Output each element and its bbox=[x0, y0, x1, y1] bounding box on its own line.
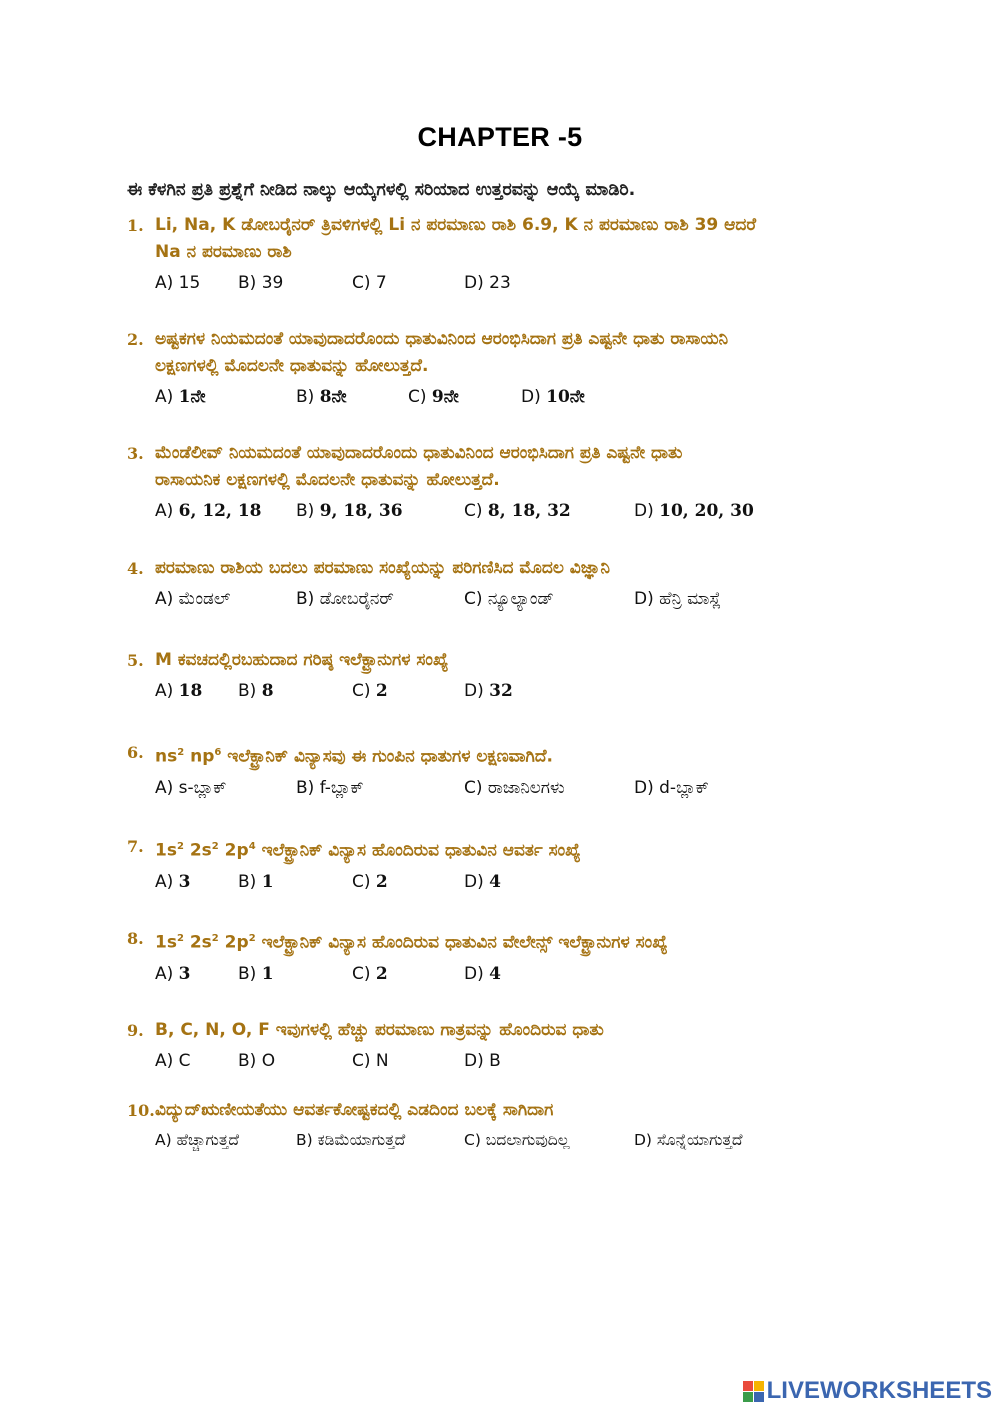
question-5 bbox=[127, 647, 897, 707]
option-d[interactable]: D) 10, 20, 30 bbox=[634, 501, 754, 521]
question-6 bbox=[127, 739, 897, 804]
option-c[interactable]: C) 2 bbox=[352, 871, 388, 892]
question-text: $1s^2$ $2s^2$ $2p^2$ ಇಲೆಕ್ಟ್ರಾನಿಕ್ ವಿನ್ಯಾಸ ಹೊಂದಿರುವ ಧಾತುವಿನ ವೇಲೇನ್ಸ್ ಇಲೆಕ್ಟ್ರಾನುಗಳ ಸಂಖ್ಯೆ bbox=[155, 932, 668, 953]
option-c[interactable]: C) 9ನೇ bbox=[408, 387, 459, 407]
question-number: 8. bbox=[127, 929, 144, 948]
options bbox=[127, 1051, 897, 1077]
option-d[interactable]: D) 10ನೇ bbox=[521, 387, 585, 407]
option-d[interactable]: D) B bbox=[464, 1051, 501, 1071]
option-b[interactable]: B) ಡೋಬರೈನರ್ bbox=[296, 589, 394, 609]
page-title: CHAPTER -5 bbox=[417, 122, 583, 152]
options bbox=[127, 964, 897, 990]
logo-icon bbox=[743, 1381, 764, 1402]
option-a[interactable]: A) 6, 12, 18 bbox=[155, 501, 262, 521]
question-1 bbox=[127, 212, 897, 299]
option-b[interactable]: B) 8 bbox=[238, 681, 274, 701]
question-number: 3. bbox=[127, 444, 144, 463]
option-c[interactable]: C) 8, 18, 32 bbox=[464, 501, 571, 521]
question-text-continued: ಲಕ್ಷಣಗಳಲ್ಲಿ ಮೊದಲನೇ ಧಾತುವನ್ನು ಹೋಲುತ್ತದೆ. bbox=[155, 356, 429, 376]
question-text: M ಕವಚದಲ್ಲಿರಬಹುದಾದ ಗರಿಷ್ಠ ಇಲೆಕ್ಟ್ರಾನುಗಳ ಸಂಖ್ಯೆ bbox=[155, 650, 449, 670]
question-number: 6. bbox=[127, 743, 144, 762]
logo-square bbox=[743, 1381, 753, 1391]
option-c[interactable]: C) 2 bbox=[352, 681, 388, 701]
logo-square bbox=[754, 1392, 764, 1402]
question-7 bbox=[127, 833, 897, 898]
options bbox=[127, 387, 897, 413]
option-b[interactable]: B) 1 bbox=[238, 871, 274, 892]
option-a[interactable]: A) 3 bbox=[155, 871, 191, 892]
option-b[interactable]: B) f-ಬ್ಲಾಕ್ bbox=[296, 777, 364, 798]
options bbox=[127, 1131, 897, 1157]
option-b[interactable]: B) ಕಡಿಮೆಯಾಗುತ್ತದೆ bbox=[296, 1131, 406, 1149]
question-text-continued: ರಾಸಾಯನಿಕ ಲಕ್ಷಣಗಳಲ್ಲಿ ಮೊದಲನೇ ಧಾತುವನ್ನು ಹೋಲುತ್ತದೆ. bbox=[155, 470, 500, 490]
option-d[interactable]: D) ಸೊನ್ನೆಯಾಗುತ್ತದೆ bbox=[634, 1131, 743, 1149]
question-text: Li, Na, K ಡೋಬರೈನರ್ ತ್ರಿವಳಿಗಳಲ್ಲಿ Li ನ ಪರಮಾಣು ರಾಶಿ 6.9, K ನ ಪರಮಾಣು ರಾಶಿ 39 ಆದರೆ bbox=[155, 215, 757, 235]
options bbox=[127, 501, 897, 527]
question-number: 2. bbox=[127, 330, 144, 349]
option-a[interactable]: A) s-ಬ್ಲಾಕ್ bbox=[155, 777, 227, 798]
option-a[interactable]: A) ಮೆಂಡಲ್ bbox=[155, 589, 231, 609]
option-d[interactable]: D) 23 bbox=[464, 273, 511, 293]
options bbox=[127, 273, 897, 299]
question-2 bbox=[127, 326, 897, 413]
question-number: 4. bbox=[127, 559, 144, 578]
option-c[interactable]: C) ನ್ಯೂಲ್ಯಾಂಡ್ bbox=[464, 589, 554, 609]
logo-square bbox=[754, 1381, 764, 1391]
option-d[interactable]: D) 32 bbox=[464, 681, 513, 701]
option-d[interactable]: D) 4 bbox=[464, 871, 501, 892]
option-c[interactable]: C) ಬದಲಾಗುವುದಿಲ್ಲ bbox=[464, 1131, 570, 1149]
option-b[interactable]: B) 1 bbox=[238, 963, 274, 984]
option-b[interactable]: B) 39 bbox=[238, 273, 284, 293]
question-text: ಮೆಂಡೆಲೀವ್ ನಿಯಮದಂತೆ ಯಾವುದಾದರೊಂದು ಧಾತುವಿನಿಂದ ಆರಂಭಿಸಿದಾಗ ಪ್ರತಿ ಎಷ್ಟನೇ ಧಾತು bbox=[155, 443, 683, 463]
option-b[interactable]: B) O bbox=[238, 1051, 276, 1071]
option-a[interactable]: A) 1ನೇ bbox=[155, 387, 206, 407]
question-text: $1s^2$ $2s^2$ $2p^4$ ಇಲೆಕ್ಟ್ರಾನಿಕ್ ವಿನ್ಯಾಸ ಹೊಂದಿರುವ ಧಾತುವಿನ ಆವರ್ತ ಸಂಖ್ಯೆ bbox=[155, 840, 581, 861]
option-d[interactable]: D) ಹೆನ್ರಿ ಮಾಸ್ಲೆ bbox=[634, 589, 722, 609]
question-9 bbox=[127, 1017, 897, 1077]
question-text: ಅಷ್ಟಕಗಳ ನಿಯಮದಂತೆ ಯಾವುದಾದರೊಂದು ಧಾತುವಿನಿಂದ ಆರಂಭಿಸಿದಾಗ ಪ್ರತಿ ಎಷ್ಟನೇ ಧಾತು ರಾಸಾಯನಿ bbox=[155, 329, 729, 349]
question-text: ವಿದ್ಯುದ್ಋಣೀಯತೆಯು ಆವರ್ತಕೋಷ್ಟಕದಲ್ಲಿ ಎಡದಿಂದ ಬಲಕ್ಕೆ ಸಾಗಿದಾಗ bbox=[155, 1100, 554, 1120]
question-text: B, C, N, O, F ಇವುಗಳಲ್ಲಿ ಹೆಚ್ಚು ಪರಮಾಣು ಗಾತ್ರವನ್ನು ಹೊಂದಿರುವ ಧಾತು bbox=[155, 1020, 604, 1040]
question-text-continued: Na ನ ಪರಮಾಣು ರಾಶಿ bbox=[155, 242, 292, 262]
question-number: 9. bbox=[127, 1021, 144, 1040]
logo-square bbox=[743, 1392, 753, 1402]
options bbox=[127, 681, 897, 707]
instructions: ಈ ಕೆಳಗಿನ ಪ್ರತಿ ಪ್ರಶ್ನೆಗೆ ನೀಡಿದ ನಾಲ್ಕು ಆಯ್ಕೆಗಳಲ್ಲಿ ಸರಿಯಾದ ಉತ್ತರವನ್ನು ಆಯ್ಕೆ ಮಾಡಿರಿ. bbox=[127, 180, 636, 200]
options bbox=[127, 872, 897, 898]
options bbox=[127, 778, 897, 804]
option-a[interactable]: A) ಹೆಚ್ಚಾಗುತ್ತದೆ bbox=[155, 1131, 240, 1149]
option-c[interactable]: C) 7 bbox=[352, 273, 387, 293]
option-c[interactable]: C) ರಾಜಾನಿಲಗಳು bbox=[464, 777, 565, 798]
question-3 bbox=[127, 440, 897, 527]
option-d[interactable]: D) 4 bbox=[464, 963, 501, 984]
question-4 bbox=[127, 555, 897, 615]
option-b[interactable]: B) 8ನೇ bbox=[296, 387, 347, 407]
question-8 bbox=[127, 925, 897, 990]
question-number: 10. bbox=[127, 1101, 155, 1120]
option-c[interactable]: C) N bbox=[352, 1051, 389, 1071]
option-a[interactable]: A) 15 bbox=[155, 273, 201, 293]
option-a[interactable]: A) C bbox=[155, 1051, 191, 1071]
question-number: 1. bbox=[127, 216, 144, 235]
question-text: ಪರಮಾಣು ರಾಶಿಯ ಬದಲು ಪರಮಾಣು ಸಂಖ್ಯೆಯನ್ನು ಪರಿಗಣಿಸಿದ ಮೊದಲ ವಿಜ್ಞಾನಿ bbox=[155, 558, 610, 578]
liveworksheets-logo[interactable] bbox=[743, 1377, 992, 1405]
option-a[interactable]: A) 3 bbox=[155, 963, 191, 984]
question-text: $ns^2$ $np^6$ ಇಲೆಕ್ಟ್ರಾನಿಕ್ ವಿನ್ಯಾಸವು ಈ ಗುಂಪಿನ ಧಾತುಗಳ ಲಕ್ಷಣವಾಗಿದೆ. bbox=[155, 746, 553, 767]
question-10 bbox=[127, 1097, 897, 1157]
question-number: 7. bbox=[127, 837, 144, 856]
option-d[interactable]: D) d-ಬ್ಲಾಕ್ bbox=[634, 777, 709, 798]
option-c[interactable]: C) 2 bbox=[352, 963, 388, 984]
options bbox=[127, 589, 897, 615]
option-b[interactable]: B) 9, 18, 36 bbox=[296, 501, 403, 521]
logo-text: LIVEWORKSHEETS bbox=[766, 1377, 992, 1404]
option-a[interactable]: A) 18 bbox=[155, 681, 203, 701]
question-number: 5. bbox=[127, 651, 144, 670]
